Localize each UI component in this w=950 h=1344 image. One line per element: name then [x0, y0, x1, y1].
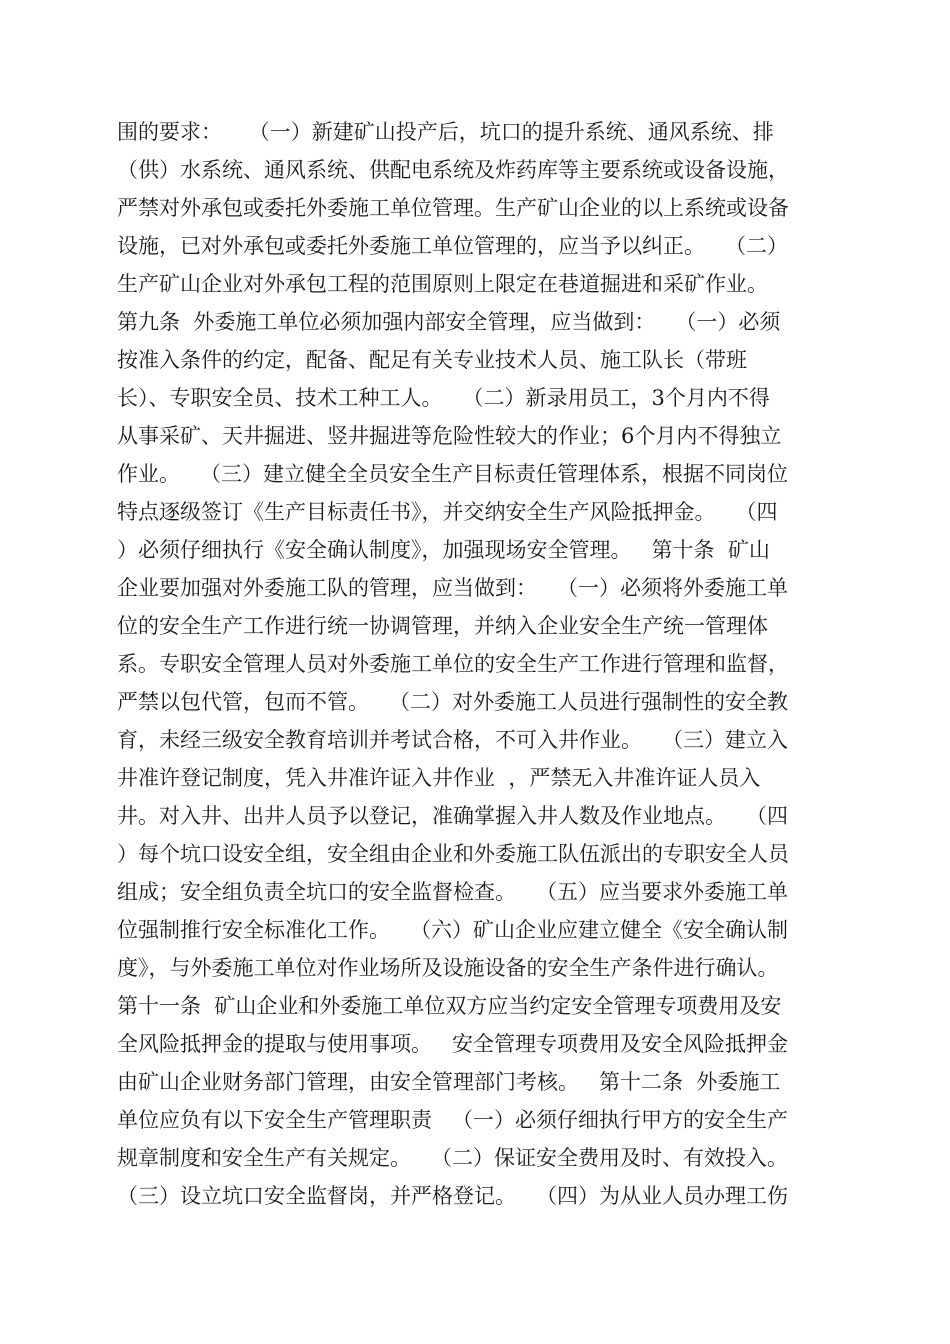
- text-line: 组成；安全组负责全坑口的安全监督检查。 （五）应当要求外委施工单: [117, 880, 789, 904]
- text-line: 规章制度和安全生产有关规定。 （二）保证安全费用及时、有效投入。: [117, 1146, 789, 1170]
- body-text: [117, 113, 837, 1215]
- text-line: 按准入条件的约定，配备、配足有关专业技术人员、施工队长（带班: [117, 348, 747, 372]
- text-line: 严禁对外承包或委托外委施工单位管理。生产矿山企业的以上系统或设备: [117, 196, 789, 220]
- text-line: 位强制推行安全标准化工作。 （六）矿山企业应建立健全《安全确认制: [117, 918, 789, 942]
- text-line: 单位应负有以下安全生产管理职责 （一）必须仔细执行甲方的安全生产: [117, 1108, 789, 1132]
- text-line: 第九条 外委施工单位必须加强内部安全管理，应当做到： （一）必须: [117, 310, 781, 334]
- text-line: 特点逐级签订《生产目标责任书》，并交纳安全生产风险抵押金。 （四: [117, 500, 778, 524]
- text-line: （供）水系统、通风系统、供配电系统及炸药库等主要系统或设备设施，: [117, 158, 789, 182]
- text-line: （三）设立坑口安全监督岗，并严格登记。 （四）为从业人员办理工伤: [117, 1184, 789, 1208]
- text-line: 育，未经三级安全教育培训并考试合格，不可入井作业。 （三）建立入: [117, 728, 789, 752]
- text-line: 生产矿山企业对外承包工程的范围原则上限定在巷道掘进和采矿作业。: [117, 272, 768, 296]
- text-line: 度》，与外委施工单位对作业场所及设施设备的安全生产条件进行确认。: [117, 956, 779, 980]
- text-line: 围的要求： （一）新建矿山投产后，坑口的提升系统、通风系统、排: [117, 120, 774, 144]
- text-line: 由矿山企业财务部门管理，由安全管理部门考核。 第十二条 外委施工: [117, 1070, 781, 1094]
- text-line: 第十一条 矿山企业和外委施工单位双方应当约定安全管理专项费用及安: [117, 994, 782, 1018]
- text-line: 严禁以包代管，包而不管。 （二）对外委施工人员进行强制性的安全教: [117, 690, 789, 714]
- text-line: ）必须仔细执行《安全确认制度》，加强现场安全管理。 第十条 矿山: [117, 538, 770, 562]
- text-line: 作业。 （三）建立健全全员安全生产目标责任管理体系，根据不同岗位: [117, 462, 789, 486]
- text-line: 井准许登记制度，凭入井准许证入井作业 ，严禁无入井准许证人员入: [117, 766, 761, 790]
- text-line: 从事采矿、天井掘进、竖井掘进等危险性较大的作业；6个月内不得独立: [117, 424, 782, 448]
- text-line: 长）、专职安全员、技术工种工人。 （二）新录用员工，3个月内不得: [117, 386, 770, 410]
- text-line: 位的安全生产工作进行统一协调管理，并纳入企业安全生产统一管理体: [117, 614, 768, 638]
- text-line: ）每个坑口设安全组，安全组由企业和外委施工队伍派出的专职安全人员: [117, 842, 789, 866]
- text-line: 企业要加强对外委施工队的管理，应当做到： （一）必须将外委施工单: [117, 576, 789, 600]
- text-line: 设施，已对外承包或委托外委施工单位管理的，应当予以纠正。 （二）: [117, 234, 789, 258]
- text-line: 全风险抵押金的提取与使用事项。 安全管理专项费用及安全风险抵押金: [117, 1032, 789, 1056]
- text-line: 系。专职安全管理人员对外委施工单位的安全生产工作进行管理和监督，: [117, 652, 789, 676]
- text-line: 井。对入井、出井人员予以登记，准确掌握入井人数及作业地点。 （四: [117, 804, 789, 828]
